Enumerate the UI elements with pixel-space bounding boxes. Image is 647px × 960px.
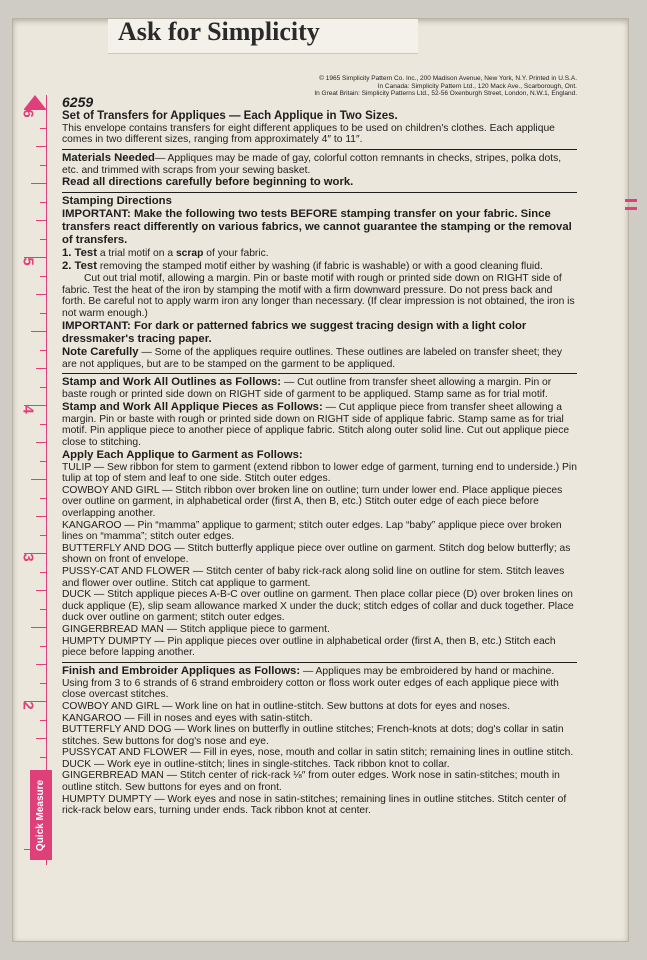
ruler-tick <box>40 498 46 499</box>
ruler-tick <box>40 424 46 425</box>
quick-measure-ruler <box>19 95 47 865</box>
item-name: GINGERBREAD MAN <box>62 623 164 635</box>
test-1: 1. Test a trial motif on a scrap of your fabric. <box>62 247 269 260</box>
list-item <box>62 713 577 725</box>
ruler-tick <box>31 627 46 628</box>
stamping-heading: Stamping Directions <box>62 195 172 208</box>
copyright-line: In Great Britain: Simplicity Patterns Ltd., 52-56 Oxenburgh Street, London, N.W.1, England. <box>314 90 577 97</box>
list-item <box>62 794 577 817</box>
item-text: — Work line on hat in outline-stitch. Sew buttons at dots for eyes and noses. <box>159 700 510 712</box>
item-name: COWBOY AND GIRL <box>62 484 160 496</box>
pattern-number: 6259 <box>62 93 94 110</box>
ruler-tick <box>40 720 46 721</box>
ruler-tick <box>40 350 46 351</box>
side-mark <box>625 199 637 202</box>
quick-measure-label: Quick Measure <box>30 770 52 860</box>
flap-text: Ask for Simplicity <box>118 19 320 46</box>
item-name: PUSSY-CAT AND FLOWER <box>62 565 190 577</box>
important-note-1: IMPORTANT: Make the following two tests BEFORE stamping transfer on your fabric. Since transfers react differently on various fabrics, we cannot guarantee the stamping or the removal of transfers. <box>62 208 572 247</box>
item-text: — Stitch applique pieces A-B-C over outline on garment. Then place collar piece (D) over broken lines on duck applique (E), slip seam allowance marked X under the duck; stitch edges of collar and duck together. Place duck over outline on garment; stitch outer edges. <box>62 589 574 624</box>
item-text: — Fill in noses and eyes with satin-stitch. <box>121 712 313 724</box>
item-name: PUSSYCAT AND FLOWER <box>62 747 188 759</box>
envelope-flap <box>108 19 418 54</box>
intro-text: This envelope contains transfers for eight different appliques to be used on children's clothes. Each applique comes in two different sizes, ranging from approximately 4″ to 11″. <box>62 122 555 146</box>
ruler-tick <box>40 609 46 610</box>
list-item <box>62 747 577 759</box>
list-item <box>62 759 577 771</box>
ruler-tick <box>31 183 46 184</box>
list-item <box>62 724 577 747</box>
copyright-line: © 1965 Simplicity Pattern Co. Inc., 200 Madison Avenue, New York, N.Y. Printed in U.S.A. <box>319 75 577 82</box>
item-name: DUCK <box>62 758 92 770</box>
list-item <box>62 543 577 566</box>
ruler-tick <box>40 535 46 536</box>
ruler-tick <box>36 368 46 369</box>
finish-list <box>62 701 577 817</box>
item-text: — Sew ribbon for stem to garment (extend ribbon to lower edge of garment, turning end to underside.) Pin tulip at top of stem and leaf to one side. Stitch outer edges. <box>62 461 577 485</box>
materials-heading: Materials Needed <box>62 151 155 164</box>
list-item <box>62 462 577 485</box>
list-item <box>62 520 577 543</box>
item-name: TULIP <box>62 461 91 473</box>
outlines-heading: Stamp and Work All Outlines as Follows: <box>62 376 282 389</box>
apply-heading: Apply Each Applique to Garment as Follows: <box>62 448 303 461</box>
side-mark <box>625 207 637 210</box>
ruler-tick <box>40 276 46 277</box>
ruler-tick <box>36 294 46 295</box>
ruler-tick <box>36 442 46 443</box>
item-name: GINGERBREAD MAN <box>62 770 164 782</box>
ruler-tick <box>40 572 46 573</box>
cut-paragraph: Cut out trial motif, allowing a margin. Pin or baste motif with rough or printed side down on RIGHT side of fabric. Test the heat of the iron by stamping the motif with a firm downward pressure. Do not press back and forth. Be careful not to apply warm iron any longer than necessary. (If clear impression is not obtained, the iron is not warm enough.) <box>62 273 575 320</box>
item-text: — Work eyes and nose in satin-stitches; remaining lines in outline stitches. Stitch center of rick-rack below ears, turning under ends. Tack ribbon knot at center. <box>62 793 567 817</box>
apply-list <box>62 462 577 659</box>
finish-section: Finish and Embroider Appliques as Follows: — Appliques may be embroidered by hand or machine. Using from 3 to 6 strands of 6 strand embroidery cotton or floss work outer edges of each applique piece with close overcast stitches. <box>62 664 559 701</box>
ruler-tick <box>31 331 46 332</box>
read-all-note: Read all directions carefully before beginning to work. <box>62 176 354 189</box>
ruler-tick <box>36 146 46 147</box>
list-item <box>62 485 577 520</box>
ruler-tick <box>40 165 46 166</box>
item-name: BUTTERFLY AND DOG <box>62 724 172 736</box>
item-name: HUMPTY DUMPTY <box>62 793 152 805</box>
ruler-tick <box>40 239 46 240</box>
item-name: BUTTERFLY AND DOG <box>62 542 172 554</box>
ruler-number: 6 <box>19 109 37 118</box>
ruler-number: 2 <box>19 701 37 710</box>
ruler-tick <box>40 202 46 203</box>
item-text: — Stitch applique piece to garment. <box>163 623 330 635</box>
item-text: — Stitch butterfly applique piece over outline on garment. Stitch dog below butterfly; as shown on front of envelope. <box>62 542 571 566</box>
item-name: HUMPTY DUMPTY <box>62 635 152 647</box>
divider <box>62 662 577 663</box>
item-text: — Pin applique pieces over outline in alphabetical order (first A, then B, etc.) Stitch each piece before lapping another. <box>62 635 556 659</box>
copyright-block <box>292 75 577 98</box>
ruler-tick <box>40 646 46 647</box>
ruler-tick <box>40 387 46 388</box>
divider <box>62 192 577 193</box>
divider <box>62 373 577 374</box>
divider <box>62 149 577 150</box>
note-heading: Note Carefully <box>62 345 139 358</box>
ruler-tick <box>36 516 46 517</box>
item-text: — Fill in eyes, nose, mouth and collar in satin stitch; remaining lines in outline stitch. <box>187 747 574 759</box>
ruler-number: 5 <box>19 257 37 266</box>
ruler-number: 3 <box>19 553 37 562</box>
ruler-tick <box>40 128 46 129</box>
ruler-tick <box>36 738 46 739</box>
pieces-heading: Stamp and Work All Applique Pieces as Follows: <box>62 400 323 413</box>
item-text: — Stitch center of rick-rack ⅛″ from outer edges. Work nose in satin-stitches; mouth in outline stitch. Sew buttons for eyes and on front. <box>62 770 560 794</box>
materials-section <box>62 152 577 177</box>
list-item <box>62 566 577 589</box>
ruler-tick <box>36 590 46 591</box>
pieces-section: Stamp and Work All Applique Pieces as Follows: — Cut applique piece from transfer sheet allowing a margin. Pin or baste with rough or printed side down on RIGHT side of applique fabric. Stamp same as for trial motif. Pin applique piece to another piece of applique fabric. Stitch along outer solid line. Cut out applique piece close to stitching. <box>62 400 570 449</box>
list-item <box>62 589 577 624</box>
note-section: Note Carefully — Some of the appliques require outlines. These outlines are labeled on transfer sheet; they are not appliques, but are to be stamped on the garment to be appliqued. <box>62 345 562 370</box>
item-text: — Pin “mamma” applique to garment; stitch outer edges. Lap “baby” applique piece over broken lines on “mamma”; stitch outer edges. <box>62 519 562 543</box>
test-2-label: 2. Test <box>62 260 97 273</box>
test-1-label: 1. Test <box>62 247 97 260</box>
item-text: — Stitch center of baby rick-rack along solid line on outline for stem. Stitch leaves and flower over outline. Stitch cat applique to garment. <box>62 565 565 589</box>
copyright-line: In Canada: Simplicity Pattern Ltd., 120 Mack Ave., Scarborough, Ont. <box>377 82 577 90</box>
ruler-tick <box>40 757 46 758</box>
test-2: 2. Test removing the stamped motif either by washing (if fabric is washable) or with a good cleaning fluid. <box>62 260 543 273</box>
item-name: KANGAROO <box>62 712 122 724</box>
important-note-2: IMPORTANT: For dark or patterned fabrics we suggest tracing design with a light color dressmaker's tracing paper. <box>62 319 527 345</box>
item-text: — Stitch ribbon over broken line on outline; turn under lower end. Place applique pieces over outline on garment, in alphabetical order (first A, then B, etc.) Stitch outer edge of each piece before overlapping another. <box>62 484 563 519</box>
item-text: — Work eye in outline-stitch; lines in single-stitches. Tack ribbon knot to collar. <box>91 758 450 770</box>
list-item <box>62 636 577 659</box>
materials-text: — Appliques may be made of gay, colorful cotton remnants in checks, stripes, polka dots, etc. and trimmed with scraps from your sewing basket. <box>62 152 562 176</box>
ruler-tick <box>40 683 46 684</box>
ruler-tick <box>36 220 46 221</box>
instructions <box>62 75 577 817</box>
ruler-tick <box>31 479 46 480</box>
list-item <box>62 770 577 793</box>
item-text: — Work lines on butterfly in outline stitches; French-knots at dots; dog's collar in satin stitches. Sew buttons for dog's nose and eye. <box>62 724 564 747</box>
ruler-tick <box>40 313 46 314</box>
outlines-section: Stamp and Work All Outlines as Follows: — Cut outline from transfer sheet allowing a margin. Pin or baste rough or printed side down on RIGHT side of garment to be appliqued. Stamp same as for trial motif. <box>62 376 552 401</box>
ruler-tick <box>36 664 46 665</box>
ruler-number: 4 <box>19 405 37 414</box>
list-item <box>62 624 577 636</box>
item-name: DUCK <box>62 589 92 601</box>
list-item <box>62 701 577 713</box>
item-name: COWBOY AND GIRL <box>62 700 160 712</box>
item-name: KANGAROO <box>62 519 122 531</box>
ruler-tick <box>40 461 46 462</box>
document-title: Set of Transfers for Appliques — Each Applique in Two Sizes. <box>62 109 398 122</box>
finish-heading: Finish and Embroider Appliques as Follows: <box>62 664 301 677</box>
